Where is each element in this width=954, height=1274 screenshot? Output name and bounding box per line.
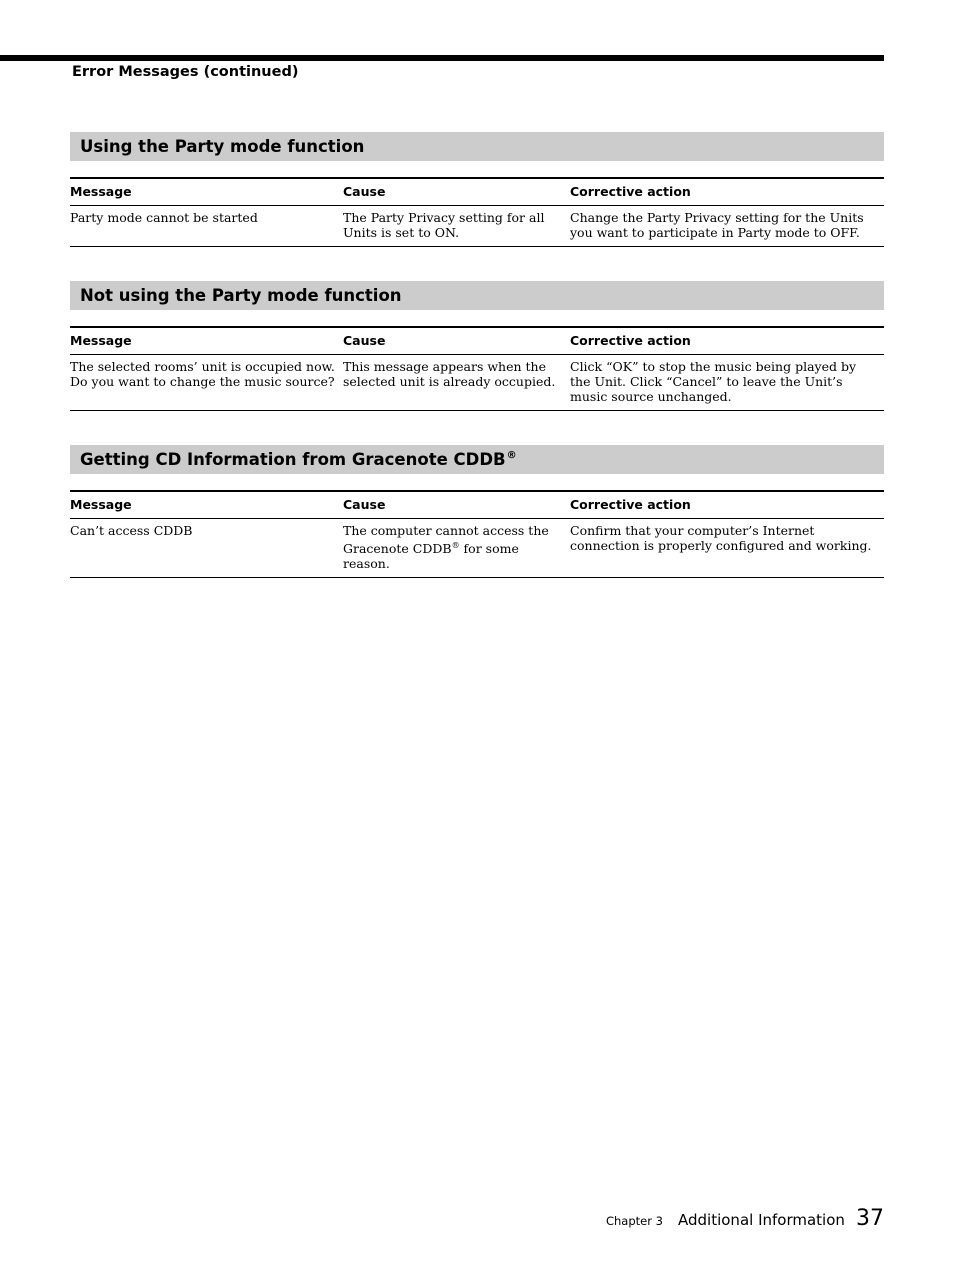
running-head: Error Messages (continued) — [72, 64, 299, 80]
section-party-mode — [70, 132, 884, 247]
cell-cause: The computer cannot access the Gracenote CDDB® for some reason. — [343, 523, 549, 572]
cell-message: The selected rooms’ unit is occupied now. Do you want to change the music source? — [70, 359, 335, 389]
cell-cause: The Party Privacy setting for all Units is set to ON. — [343, 210, 545, 240]
footer-section: Additional Information — [678, 1211, 845, 1229]
cell-cause: This message appears when the selected unit is already occupied. — [343, 359, 556, 389]
header-message: Message — [70, 333, 132, 348]
page-footer — [606, 1206, 884, 1231]
error-table — [70, 490, 884, 578]
section-title: Not using the Party mode function — [70, 281, 884, 310]
top-rule — [0, 55, 884, 61]
table-row — [70, 519, 884, 578]
registered-mark: ® — [451, 541, 460, 550]
header-message: Message — [70, 497, 132, 512]
table-header-row — [70, 327, 884, 355]
header-cause: Cause — [343, 184, 386, 199]
section-title: Using the Party mode function — [70, 132, 884, 161]
header-corrective-action: Corrective action — [570, 333, 691, 348]
cell-message: Party mode cannot be started — [70, 210, 258, 225]
error-table — [70, 326, 884, 411]
header-cause: Cause — [343, 333, 386, 348]
header-corrective-action: Corrective action — [570, 497, 691, 512]
table-header-row — [70, 491, 884, 519]
section-title: Getting CD Information from Gracenote CDDB® — [70, 445, 884, 474]
header-cause: Cause — [343, 497, 386, 512]
table-header-row — [70, 178, 884, 206]
table-row — [70, 355, 884, 411]
cell-corrective-action: Change the Party Privacy setting for the Units you want to participate in Party mode to OFF. — [570, 210, 864, 240]
cell-message: Can’t access CDDB — [70, 523, 193, 538]
section-non-party-mode — [70, 281, 884, 411]
header-corrective-action: Corrective action — [570, 184, 691, 199]
page-number: 37 — [856, 1206, 884, 1231]
header-message: Message — [70, 184, 132, 199]
cell-corrective-action: Click “OK” to stop the music being played by the Unit. Click “Cancel” to leave the Unit’s music source unchanged. — [570, 359, 857, 404]
error-table — [70, 177, 884, 247]
registered-mark: ® — [506, 450, 517, 461]
cell-corrective-action: Confirm that your computer’s Internet connection is properly configured and working. — [570, 523, 872, 553]
table-row — [70, 206, 884, 247]
footer-chapter: Chapter 3 — [605, 1214, 663, 1228]
section-gracenote-cddb — [70, 445, 884, 578]
